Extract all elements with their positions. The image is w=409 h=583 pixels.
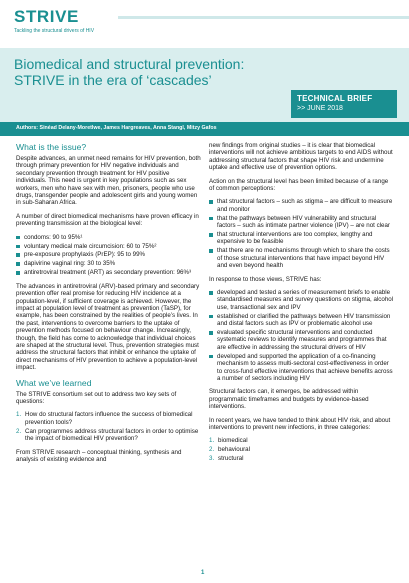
page-title: Biomedical and structural prevention: STRIVE in the era of ‘cascades’ [14, 56, 245, 88]
brief-badge [291, 90, 397, 118]
right-column [209, 142, 394, 469]
paragraph: In recent years, we have tended to think about HIV risk, and about interventions to prevent new infections, in three categories: [209, 416, 391, 431]
paragraph: In response to those views, STRIVE has: [209, 275, 322, 283]
list-text: biomedical [218, 437, 248, 445]
list-text: behavioural [218, 446, 250, 454]
list-item: voluntary medical male circumcision: 60 to 75%² [16, 243, 201, 250]
list-number: 2. [16, 427, 22, 435]
list-item: dapivirine vaginal ring: 30 to 35% [16, 260, 201, 267]
list-item [209, 437, 394, 444]
logo-text: STRIVE [14, 7, 80, 26]
list-item: evaluated specific structural interventions and conducted systematic reviews to identify measures and programmes that are effective in addressing the structural drivers of HIV [209, 329, 394, 351]
list-text: How do structural factors influence the success of biomedical prevention tools? [25, 411, 193, 426]
list-item: that structural factors – such as stigma – are difficult to measure and monitor [209, 198, 394, 213]
paragraph: Despite advances, an unmet need remains for HIV prevention, both through primary prevention for HIV negative individuals and secondary prevention through treatment for HIV positive individuals. This need is urgent in key populations such as sex workers, men who have sex with men, prisoners, people who use drugs, transgender people and adolescent girls and young women in sub-Saharan Africa. [16, 155, 201, 207]
perceptions-list [209, 198, 394, 269]
paragraph: The STRIVE consortium set out to address two key sets of questions: [16, 390, 177, 405]
list-item: pre-exposure prophylaxis (PrEP): 95 to 99% [16, 251, 201, 258]
strive-logo [14, 7, 94, 34]
paragraph: From STRIVE research – conceptual thinking, synthesis and analysis of existing evidence and [16, 448, 182, 463]
list-text: structural [218, 455, 244, 463]
left-column [16, 142, 201, 469]
logo-tagline: Tackling the structural drivers of HIV [14, 28, 95, 34]
page-header [0, 0, 409, 40]
list-item [209, 455, 394, 462]
section-heading-learned: What we’ve learned [16, 377, 92, 388]
list-text: Can programmes address structural factors in order to optimise the impact of biomedical HIV prevention? [25, 427, 199, 443]
header-rule [118, 16, 409, 19]
page-number: 1 [201, 570, 205, 576]
list-item: developed and supported the application of a co-financing mechanism to assess multi-sectoral cost-effectiveness in order to cross-fund effective interventions that achieve benefits across a number of sectors including HIV [209, 353, 394, 383]
brief-date: >> JUNE 2018 [297, 105, 343, 112]
authors-line: Authors: Sinéad Delany-Moretlwe, James Hargreaves, Anna Stangl, Mitzy Gafos [16, 125, 217, 131]
categories-list [209, 437, 394, 462]
brief-type: TECHNICAL BRIEF [297, 94, 373, 103]
paragraph: A number of direct biomedical mechanisms have proven efficacy in preventing transmission at the biological level: [16, 212, 199, 228]
list-item: that the pathways between HIV vulnerability and structural factors – such as intimate partner violence (IPV) – are not clear [209, 215, 394, 230]
paragraph: Action on the structural level has been limited because of a range of common perceptions: [209, 177, 389, 193]
list-item [209, 446, 394, 453]
paragraph: Structural factors can, it emerges, be addressed within programmatic timeframes and budgets by evidence-based interventions. [209, 388, 369, 411]
questions-list [16, 411, 201, 442]
list-item: developed and tested a series of measurement briefs to enable standardised measures and survey questions on stigma, alcohol use, transactional sex and IPV [209, 289, 394, 311]
list-number: 2. [209, 446, 215, 454]
efficacy-list [16, 234, 201, 277]
list-item: condoms: 90 to 95%¹ [16, 234, 201, 241]
list-number: 3. [209, 455, 215, 463]
section-heading-issue: What is the issue? [16, 142, 87, 152]
list-item [16, 411, 201, 426]
list-item: that there are no mechanisms through which to share the costs of those structural interventions that have impact beyond HIV and even beyond health [209, 247, 394, 269]
list-number: 1. [209, 437, 215, 445]
paragraph: new findings from original studies – it is clear that biomedical interventions will not achieve ambitious targets to end AIDS without addressing structural factors that shape HIV risk and undermine uptake and effective use of prevention options. [209, 142, 393, 172]
list-item: established or clarified the pathways between HIV transmission and distal factors such as IPV or problematic alcohol use [209, 313, 394, 328]
list-number: 1. [16, 411, 22, 419]
list-item: that structural interventions are too complex, lengthy and expensive to be feasible [209, 231, 394, 246]
paragraph: The advances in antiretroviral (ARV)-based primary and secondary prevention offer real promise for reducing HIV incidence at a population-level, if sufficient coverage is achieved. However, the impact at population level of treatment as prevention (TaSP), for example, has been constrained by the realities of people’s lives. In the past, interventions to overcome barriers to the uptake of prevention methods focused on behaviour change. Increasingly, though, the field has come to acknowledge that individual choices are shaped at the structural level. Thus, prevention strategies must address the structural factors that inhibit or enhance the uptake of direct mechanisms of HIV prevention to achieve a population-level impact. [16, 282, 200, 372]
actions-list [209, 289, 394, 382]
list-item: antiretroviral treatment (ART) as secondary prevention: 96%³ [16, 269, 201, 276]
list-item [16, 428, 201, 443]
